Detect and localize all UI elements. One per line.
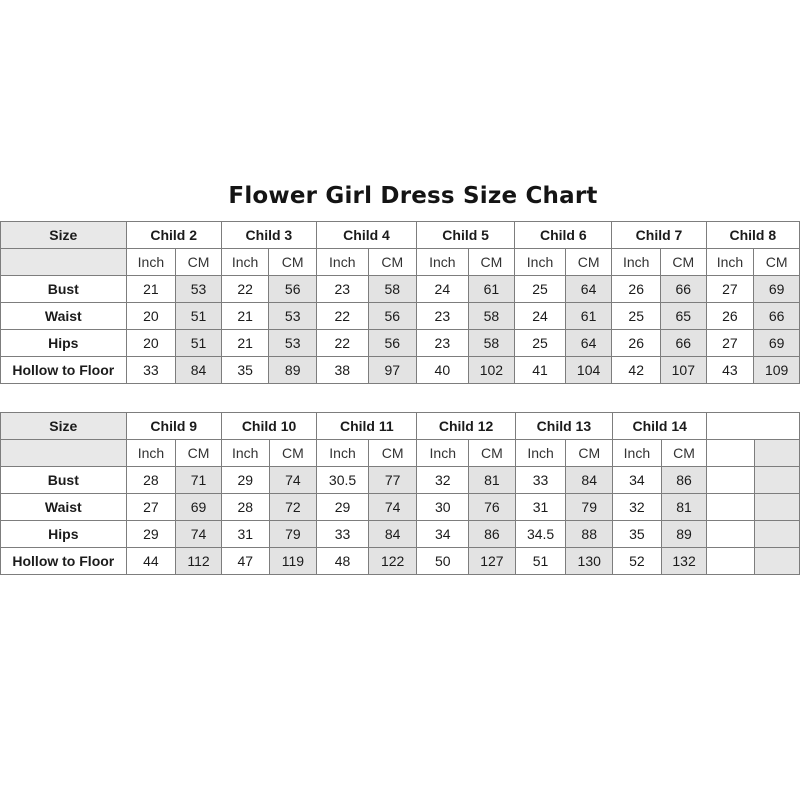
- unit-cm-label: CM: [269, 440, 317, 467]
- cm-value-cell: 86: [661, 467, 707, 494]
- inch-value-cell: 29: [126, 521, 176, 548]
- unit-inch-label: Inch: [417, 440, 469, 467]
- size-header-label: Size: [1, 413, 127, 440]
- cm-value-cell: 56: [368, 303, 417, 330]
- measurement-label: Hollow to Floor: [1, 357, 127, 384]
- inch-value-cell: 31: [221, 521, 269, 548]
- unit-inch-label: Inch: [221, 440, 269, 467]
- empty-cell: [754, 440, 799, 467]
- inch-value-cell: 41: [515, 357, 566, 384]
- cm-value-cell: 84: [368, 521, 417, 548]
- cm-value-cell: 56: [269, 276, 317, 303]
- empty-cell: [707, 548, 754, 575]
- inch-value-cell: 40: [417, 357, 469, 384]
- measurement-label: Bust: [1, 276, 127, 303]
- size-table-1: [0, 221, 800, 384]
- cm-value-cell: 53: [269, 303, 317, 330]
- inch-value-cell: 31: [515, 494, 566, 521]
- size-column-header: Child 5: [417, 222, 515, 249]
- unit-inch-label: Inch: [126, 440, 176, 467]
- page-bottom-edge: [0, 578, 800, 582]
- inch-value-cell: 35: [613, 521, 662, 548]
- inch-value-cell: 20: [126, 330, 176, 357]
- cm-value-cell: 72: [269, 494, 317, 521]
- inch-value-cell: 26: [706, 303, 754, 330]
- inch-value-cell: 24: [417, 276, 469, 303]
- inch-value-cell: 25: [515, 276, 566, 303]
- inch-value-cell: 43: [706, 357, 754, 384]
- unit-cm-label: CM: [566, 440, 613, 467]
- cm-value-cell: 66: [661, 276, 707, 303]
- cm-value-cell: 81: [469, 467, 516, 494]
- cm-value-cell: 132: [661, 548, 707, 575]
- cm-value-cell: 74: [368, 494, 417, 521]
- cm-value-cell: 65: [661, 303, 707, 330]
- cm-value-cell: 69: [754, 276, 800, 303]
- inch-value-cell: 26: [612, 276, 661, 303]
- inch-value-cell: 23: [417, 330, 469, 357]
- size-column-header: Child 6: [515, 222, 612, 249]
- cm-value-cell: 66: [754, 303, 800, 330]
- size-column-header: Child 14: [613, 413, 707, 440]
- empty-cell: [707, 494, 754, 521]
- inch-value-cell: 34: [417, 521, 469, 548]
- measurement-label: Hips: [1, 521, 127, 548]
- unit-inch-label: Inch: [515, 440, 566, 467]
- inch-value-cell: 38: [316, 357, 368, 384]
- cm-value-cell: 89: [269, 357, 317, 384]
- cm-value-cell: 107: [661, 357, 707, 384]
- cm-value-cell: 58: [468, 330, 515, 357]
- size-header-label: Size: [1, 222, 127, 249]
- inch-value-cell: 22: [316, 303, 368, 330]
- empty-cell: [754, 467, 799, 494]
- unit-cm-label: CM: [469, 440, 516, 467]
- unit-cm-label: CM: [176, 249, 222, 276]
- unit-cm-label: CM: [661, 440, 707, 467]
- unit-row-label: [1, 440, 127, 467]
- unit-row: [1, 249, 800, 276]
- inch-value-cell: 44: [126, 548, 176, 575]
- unit-inch-label: Inch: [221, 249, 269, 276]
- cm-value-cell: 81: [661, 494, 707, 521]
- chart-title: Flower Girl Dress Size Chart: [228, 183, 598, 209]
- cm-value-cell: 69: [754, 330, 800, 357]
- cm-value-cell: 97: [368, 357, 417, 384]
- inch-value-cell: 42: [612, 357, 661, 384]
- inch-value-cell: 26: [612, 330, 661, 357]
- cm-value-cell: 71: [176, 467, 222, 494]
- size-column-header: Child 10: [221, 413, 316, 440]
- measurement-row: [1, 467, 800, 494]
- measurement-label: Hips: [1, 330, 127, 357]
- cm-value-cell: 61: [565, 303, 612, 330]
- size-column-header: Child 12: [417, 413, 515, 440]
- inch-value-cell: 25: [515, 330, 566, 357]
- inch-value-cell: 30: [417, 494, 469, 521]
- cm-value-cell: 88: [566, 521, 613, 548]
- unit-cm-label: CM: [468, 249, 515, 276]
- unit-inch-label: Inch: [612, 249, 661, 276]
- measurement-label: Waist: [1, 494, 127, 521]
- cm-value-cell: 76: [469, 494, 516, 521]
- inch-value-cell: 32: [613, 494, 662, 521]
- inch-value-cell: 27: [126, 494, 176, 521]
- unit-cm-label: CM: [565, 249, 612, 276]
- unit-inch-label: Inch: [317, 440, 369, 467]
- inch-value-cell: 25: [612, 303, 661, 330]
- size-column-header: Child 3: [221, 222, 316, 249]
- empty-cell: [754, 548, 799, 575]
- cm-value-cell: 79: [269, 521, 317, 548]
- inch-value-cell: 34.5: [515, 521, 566, 548]
- inch-value-cell: 24: [515, 303, 566, 330]
- inch-value-cell: 48: [317, 548, 369, 575]
- size-header-row: [1, 413, 800, 440]
- size-column-header: Child 8: [706, 222, 799, 249]
- cm-value-cell: 79: [566, 494, 613, 521]
- inch-value-cell: 21: [221, 330, 269, 357]
- cm-value-cell: 53: [176, 276, 222, 303]
- cm-value-cell: 51: [176, 330, 222, 357]
- inch-value-cell: 33: [126, 357, 176, 384]
- inch-value-cell: 47: [221, 548, 269, 575]
- inch-value-cell: 28: [221, 494, 269, 521]
- size-header-row: [1, 222, 800, 249]
- size-table-2: [0, 412, 800, 575]
- cm-value-cell: 56: [368, 330, 417, 357]
- cm-value-cell: 58: [368, 276, 417, 303]
- size-column-header: Child 11: [317, 413, 417, 440]
- cm-value-cell: 86: [469, 521, 516, 548]
- unit-row-label: [1, 249, 127, 276]
- cm-value-cell: 64: [565, 330, 612, 357]
- empty-cell: [754, 494, 799, 521]
- inch-value-cell: 35: [221, 357, 269, 384]
- unit-cm-label: CM: [176, 440, 222, 467]
- cm-value-cell: 53: [269, 330, 317, 357]
- measurement-row: [1, 357, 800, 384]
- inch-value-cell: 34: [613, 467, 662, 494]
- cm-value-cell: 112: [176, 548, 222, 575]
- cm-value-cell: 74: [176, 521, 222, 548]
- inch-value-cell: 51: [515, 548, 566, 575]
- cm-value-cell: 102: [468, 357, 515, 384]
- unit-inch-label: Inch: [417, 249, 469, 276]
- measurement-row: [1, 521, 800, 548]
- inch-value-cell: 20: [126, 303, 176, 330]
- cm-value-cell: 58: [468, 303, 515, 330]
- inch-value-cell: 52: [613, 548, 662, 575]
- empty-cell: [707, 440, 754, 467]
- unit-cm-label: CM: [368, 249, 417, 276]
- inch-value-cell: 32: [417, 467, 469, 494]
- size-column-header: Child 13: [515, 413, 612, 440]
- cm-value-cell: 51: [176, 303, 222, 330]
- cm-value-cell: 130: [566, 548, 613, 575]
- cm-value-cell: 109: [754, 357, 800, 384]
- unit-inch-label: Inch: [126, 249, 176, 276]
- cm-value-cell: 74: [269, 467, 317, 494]
- unit-inch-label: Inch: [613, 440, 662, 467]
- inch-value-cell: 23: [417, 303, 469, 330]
- inch-value-cell: 29: [221, 467, 269, 494]
- size-column-header: Child 7: [612, 222, 706, 249]
- measurement-label: Hollow to Floor: [1, 548, 127, 575]
- cm-value-cell: 122: [368, 548, 417, 575]
- empty-cell: [707, 467, 754, 494]
- cm-value-cell: 84: [176, 357, 222, 384]
- cm-value-cell: 61: [468, 276, 515, 303]
- unit-row: [1, 440, 800, 467]
- size-column-header: Child 2: [126, 222, 221, 249]
- inch-value-cell: 21: [221, 303, 269, 330]
- cm-value-cell: 64: [565, 276, 612, 303]
- cm-value-cell: 127: [469, 548, 516, 575]
- measurement-label: Waist: [1, 303, 127, 330]
- unit-inch-label: Inch: [316, 249, 368, 276]
- cm-value-cell: 104: [565, 357, 612, 384]
- unit-cm-label: CM: [269, 249, 317, 276]
- inch-value-cell: 50: [417, 548, 469, 575]
- cm-value-cell: 89: [661, 521, 707, 548]
- inch-value-cell: 27: [706, 276, 754, 303]
- cm-value-cell: 66: [661, 330, 707, 357]
- measurement-row: [1, 276, 800, 303]
- measurement-row: [1, 548, 800, 575]
- cm-value-cell: 84: [566, 467, 613, 494]
- measurement-row: [1, 494, 800, 521]
- inch-value-cell: 22: [221, 276, 269, 303]
- inch-value-cell: 27: [706, 330, 754, 357]
- inch-value-cell: 23: [316, 276, 368, 303]
- cm-value-cell: 119: [269, 548, 317, 575]
- inch-value-cell: 28: [126, 467, 176, 494]
- empty-cell: [707, 521, 754, 548]
- unit-inch-label: Inch: [515, 249, 566, 276]
- measurement-label: Bust: [1, 467, 127, 494]
- cm-value-cell: 77: [368, 467, 417, 494]
- unit-cm-label: CM: [754, 249, 800, 276]
- unit-inch-label: Inch: [706, 249, 754, 276]
- inch-value-cell: 33: [515, 467, 566, 494]
- size-column-header: Child 9: [126, 413, 221, 440]
- inch-value-cell: 21: [126, 276, 176, 303]
- measurement-row: [1, 330, 800, 357]
- inch-value-cell: 33: [317, 521, 369, 548]
- size-column-header: Child 4: [316, 222, 416, 249]
- unit-cm-label: CM: [661, 249, 707, 276]
- inch-value-cell: 22: [316, 330, 368, 357]
- empty-cell: [754, 521, 799, 548]
- cm-value-cell: 69: [176, 494, 222, 521]
- measurement-row: [1, 303, 800, 330]
- inch-value-cell: 29: [317, 494, 369, 521]
- unit-cm-label: CM: [368, 440, 417, 467]
- empty-header-cell: [707, 413, 800, 440]
- inch-value-cell: 30.5: [317, 467, 369, 494]
